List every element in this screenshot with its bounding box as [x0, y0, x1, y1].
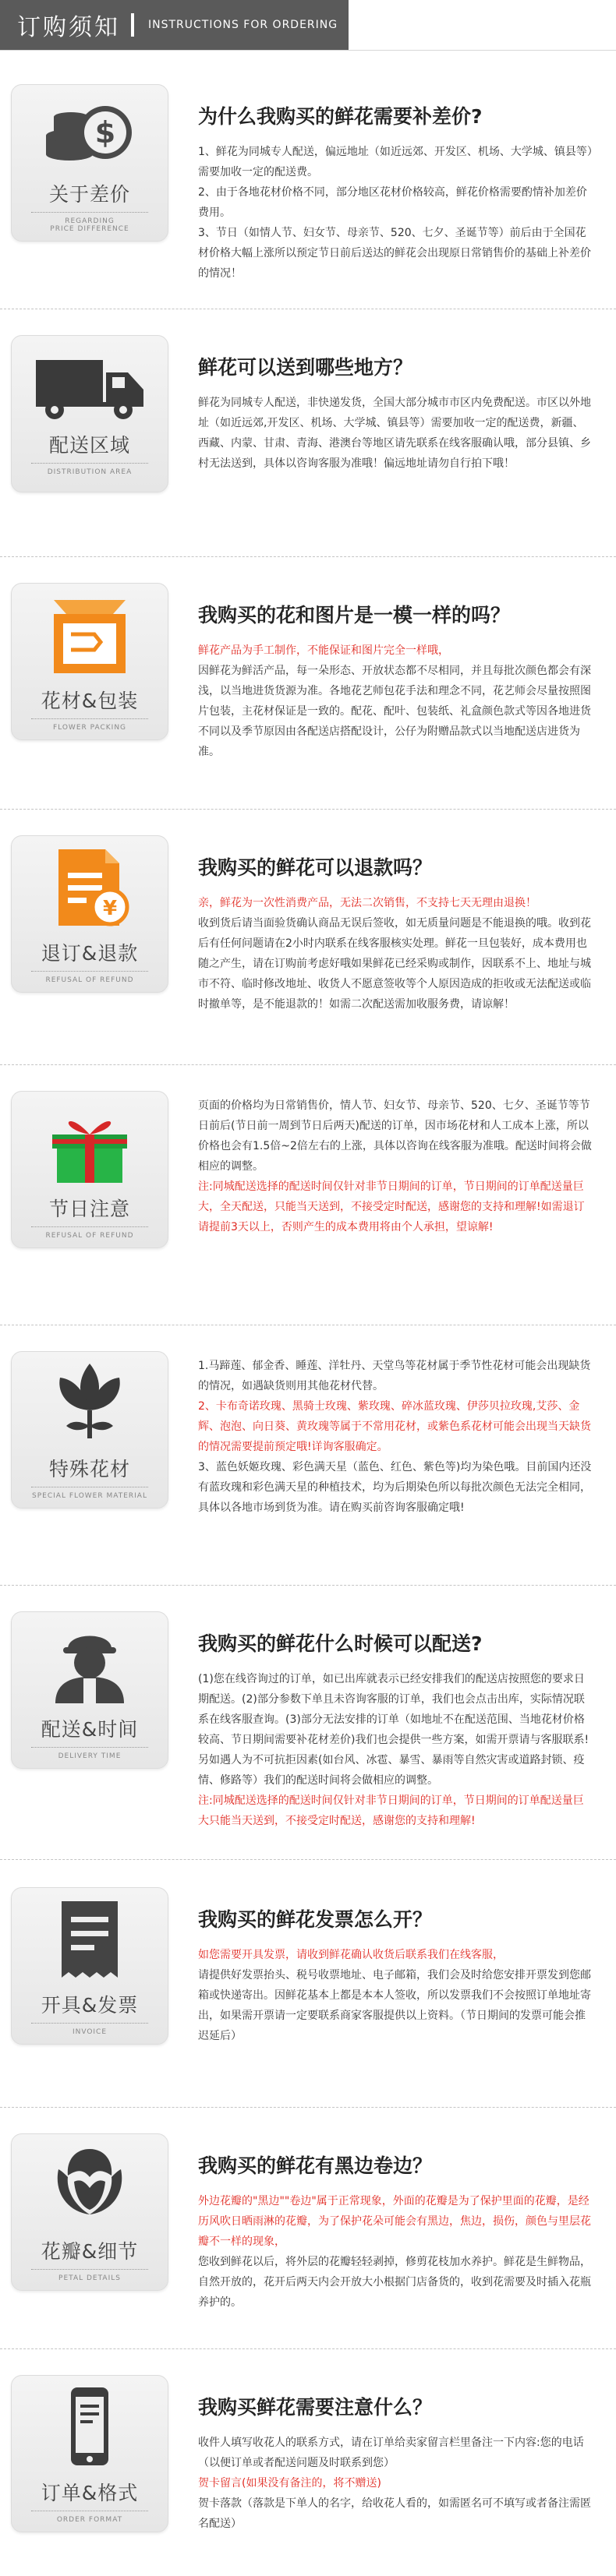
section-paragraph: 1、鲜花为同城专人配送，偏远地址（如近远郊、开发区、机场、大学城、镇县等）需要加收一定的配送费。	[198, 146, 593, 178]
section-title-cn: 订单&格式	[41, 2481, 139, 2504]
section-question: 我购买的鲜花发票怎么开？	[198, 1908, 433, 1931]
icon-tile	[11, 335, 168, 492]
title-rule	[31, 1226, 148, 1227]
section-title-cn: 配送&时间	[41, 1717, 139, 1741]
section-badge	[0, 567, 179, 801]
section-content	[179, 319, 616, 553]
flower-box-icon	[43, 592, 136, 678]
section-content	[179, 2118, 616, 2344]
section-content	[179, 1075, 616, 1317]
invoice-icon	[43, 1897, 136, 1982]
coins-dollar-icon	[43, 94, 136, 171]
section-row	[0, 319, 616, 553]
section-1	[0, 69, 616, 302]
section-title-en: DELIVERY TIME	[58, 1752, 122, 1760]
section-question: 我购买鲜花需要注意什么？	[198, 2396, 433, 2419]
header-rule	[349, 0, 616, 50]
section-paragraph: 收到货后请当面验货确认商品无误后签收，如无质量问题是不能退换的哦。收到花后有任何问题请在2小时内联系在线客服核实处理。鲜花一旦包装好，成本费用也随之产生，请在订购前考虑好哦如果鲜花已经采购或制作，因联系不上、地址与城市不符、临时修改地址、收货人不愿意签收等个人原因造成的拒收或无法配送或临时撤单等，是不能退款的！如需二次配送需加收服务费，请谅解！	[198, 917, 591, 1011]
section-badge	[0, 1336, 179, 1577]
section-title-en: REFUSAL OF REFUND	[45, 976, 134, 984]
section-paragraph: 2、卡布奇诺玫瑰、黑骑士玫瑰、紫玫瑰、碎冰蓝玫瑰、伊莎贝拉玫瑰,艾莎、金辉、泡泡、向日葵、黄玫瑰等属于不常用花材，或紫色系花材可能会出现当天缺货的情况需要提前预定哦!详询客服确定。	[198, 1400, 591, 1453]
section-paragraph: 注:同城配送选择的配送时间仅针对非节日期间的订单，节日期间的订单配送量巨大只能当天送到，不接受定时配送，感谢您的支持和理解!	[198, 1794, 584, 1827]
section-6	[0, 1336, 616, 1577]
section-row	[0, 2118, 616, 2344]
section-title-cn: 特殊花材	[48, 1457, 130, 1480]
section-paragraph: (1)您在线咨询过的订单，如已出库就表示已经安排我们的配送店按照您的要求日期配送。(2)部分参数下单且未咨询客服的订单，我们也会点击出库，实际情况联系在线客服查询。(3)部分无法安排的订单（如地址不在配送范围、当地花材价格较高、节日期间需要补花材差价)我们也会提供一些方案，如需开票请与客服联系!另如遇人为不可抗拒因素(如台风、冰雹、暴雪、暴雨等自然灾害或道路封锁、疫情、修路等）我们的配送时间将会做相应的调整。	[198, 1673, 589, 1787]
icon-tile	[11, 1351, 168, 1509]
gift-box-icon	[43, 1100, 136, 1186]
section-row	[0, 2359, 616, 2574]
section-paragraph: 请提供好发票抬头、税号收票地址、电子邮箱，我们会及时给您安排开票发到您邮箱或快递寄出。因鲜花基本上都是本本人签收，所以发票我们不会按照订单地址寄出，如果需开票请一定要联系商家客服提供以上资料。（节日期间的发票可能会推迟延后）	[198, 1969, 591, 2042]
title-rule	[31, 2023, 148, 2024]
section-paragraph: 2、由于各地花材价格不同，部分地区花材价格较高，鲜花价格需要酌情补加差价费用。	[198, 186, 587, 219]
section-row	[0, 1336, 616, 1577]
delivery-person-icon	[43, 1621, 136, 1706]
section-paragraph: 外边花瓣的"黑边""卷边"属于正常现象，外面的花瓣是为了保护里面的花瓣，是经历风吹日晒雨淋的花瓣，为了保护花朵可能会有黑边，焦边，损伤，颜色与里层花瓣不一样的现象，	[198, 2195, 591, 2248]
section-10	[0, 2359, 616, 2574]
section-title-cn: 开具&发票	[41, 1993, 139, 2017]
section-paragraph: 如您需要开具发票，请收到鲜花确认收货后联系我们在线客服，	[198, 1949, 504, 1961]
icon-tile	[11, 583, 168, 740]
page-header	[0, 0, 616, 51]
section-row	[0, 1075, 616, 1317]
section-divider	[0, 2107, 616, 2108]
section-title-en: SPECIAL FLOWER MATERIAL	[32, 1491, 147, 1500]
section-title-cn: 退订&退款	[41, 941, 139, 965]
section-paragraph: 亲，鲜花为一次性消费产品，无法二次销售，不支持七天无理由退换！	[198, 897, 536, 909]
title-rule	[31, 463, 148, 464]
section-8	[0, 1872, 616, 2098]
title-rule	[31, 971, 148, 972]
section-title-cn: 节日注意	[48, 1197, 130, 1220]
section-badge	[0, 319, 179, 553]
section-paragraph: 鲜花产品为手工制作，不能保证和图片完全一样哦，	[198, 644, 449, 657]
section-paragraph: 贺卡留言(如果没有备注的，将不赠送)	[198, 2477, 381, 2490]
icon-tile	[11, 1091, 168, 1248]
section-row	[0, 1872, 616, 2098]
section-title-cn: 关于差价	[48, 182, 130, 206]
title-rule	[31, 1747, 148, 1748]
refund-document-icon	[43, 845, 136, 930]
svg-text:$: $	[94, 115, 116, 150]
section-question: 我购买的花和图片是一模一样的吗？	[198, 604, 511, 626]
order-phone-icon	[43, 2384, 136, 2470]
section-content	[179, 567, 616, 801]
section-title-en: ORDER FORMAT	[56, 2515, 123, 2524]
section-9	[0, 2118, 616, 2344]
section-4	[0, 820, 616, 1061]
section-paragraph: 收件人填写收花人的联系方式，请在订单给卖家留言栏里备注一下内容:您的电话（以便订单或者配送问题及时联系到您）	[198, 2437, 584, 2469]
section-divider	[0, 1859, 616, 1860]
section-title-cn: 花瓣&细节	[41, 2239, 139, 2263]
section-paragraph: 1.马蹄莲、郁金香、睡莲、洋牡丹、天堂鸟等花材属于季节性花材可能会出现缺货的情况，如遇缺货则用其他花材代替。	[198, 1360, 591, 1392]
header-title-en: INSTRUCTIONS FOR ORDERING	[148, 0, 349, 50]
section-question: 我购买的鲜花什么时候可以配送?	[198, 1632, 483, 1655]
section-row	[0, 69, 616, 302]
svg-text:¥: ¥	[102, 896, 118, 920]
section-question: 我购买的鲜花有黑边卷边？	[198, 2154, 433, 2177]
header-title-cn: 订购须知	[0, 0, 148, 50]
section-5	[0, 1075, 616, 1317]
icon-tile	[11, 1611, 168, 1769]
section-title-en: PETAL DETAILS	[58, 2274, 121, 2282]
section-badge	[0, 1075, 179, 1317]
section-title-en: FLOWER PACKING	[52, 723, 127, 732]
section-content	[179, 820, 616, 1061]
section-paragraph: 页面的价格均为日常销售价，情人节、妇女节、母亲节、520、七夕、圣诞节等节日前后(节日前一周到节日后两天)配送的订单，因市场花材和人工成本上涨，所以价格也会有1.5倍~2倍左右的上涨，具体以咨询在线客服为准哦。配送时间将会做相应的调整。	[198, 1099, 592, 1173]
section-paragraph: 注:同城配送选择的配送时间仅针对非节日期间的订单，节日期间的订单配送量巨大，全天配送，只能当天送到，不接受定时配送，感谢您的支持和理解!如需退订请提前3天以上，否则产生的成本费用将由个人承担，望谅解!	[198, 1180, 585, 1233]
section-divider	[0, 1064, 616, 1065]
section-badge	[0, 1872, 179, 2098]
section-content	[179, 2359, 616, 2574]
section-badge	[0, 2359, 179, 2574]
petal-flower-icon	[43, 2143, 136, 2228]
section-question: 鲜花可以送到哪些地方？	[198, 356, 413, 379]
section-paragraph: 贺卡落款（落款是下单人的名字，给收花人看的，如需匿名可不填写或者备注需匿名配送）	[198, 2497, 591, 2530]
section-content	[179, 69, 616, 302]
icon-tile	[11, 835, 168, 993]
section-badge	[0, 820, 179, 1061]
section-content	[179, 1336, 616, 1577]
section-title-en: REFUSAL OF REFUND	[45, 1231, 134, 1240]
title-rule	[31, 2269, 148, 2270]
section-paragraph: 您收到鲜花以后，将外层的花瓣轻轻剥掉，修剪花枝加水养护。鲜花是生鲜物品，自然开放的，花开后两天内会开放大小根据门店备货的，收到花需要及时插入花瓶养护的。	[198, 2256, 591, 2309]
section-row	[0, 1596, 616, 1853]
section-row	[0, 567, 616, 801]
section-badge	[0, 2118, 179, 2344]
section-2	[0, 319, 616, 553]
icon-tile	[11, 84, 168, 242]
icon-tile	[11, 2375, 168, 2532]
header-separator	[131, 13, 134, 37]
section-title-cn: 配送区域	[48, 433, 130, 457]
section-divider	[0, 556, 616, 557]
section-title-cn: 花材&包装	[41, 689, 139, 712]
section-divider	[0, 1585, 616, 1586]
title-rule	[31, 212, 148, 213]
delivery-truck-icon	[31, 352, 148, 422]
special-flower-icon	[43, 1360, 136, 1446]
section-7	[0, 1596, 616, 1853]
section-row	[0, 820, 616, 1061]
section-question: 我购买的鲜花可以退款吗？	[198, 856, 433, 879]
section-badge	[0, 1596, 179, 1853]
section-3	[0, 567, 616, 801]
section-title-en: INVOICE	[72, 2027, 108, 2036]
section-paragraph: 3、蓝色妖姬玫瑰、彩色满天星（蓝色、红色、紫色等)均为染色哦。目前国内还没有蓝玫瑰和彩色满天星的种植技术，均为后期染色所以每批次颜色无法完全相同，具体以各地市场到货为准。请在购买前咨询客服确定哦!	[198, 1461, 592, 1514]
title-rule	[31, 718, 148, 719]
section-paragraph: 3、节日（如情人节、妇女节、母亲节、520、七夕、圣诞节等）前后由于全国花材价格大幅上涨所以预定节日前后送达的鲜花会出现原日常销售价的基础上补差价的情况！	[198, 227, 591, 280]
section-content	[179, 1872, 616, 2098]
section-title-en: REGARDING PRICE DIFFERENCE	[50, 217, 129, 233]
icon-tile	[11, 1887, 168, 2045]
section-title-en: DISTRIBUTION AREA	[47, 468, 133, 476]
section-question: 为什么我购买的鲜花需要补差价?	[198, 105, 483, 128]
icon-tile	[11, 2133, 168, 2291]
section-badge	[0, 69, 179, 302]
section-paragraph: 因鲜花为鲜活产品，每一朵形态、开放状态都不尽相同，并且每批次颜色都会有深浅，以当地进货货源为准。各地花艺师包花手法和理念不同，花艺师会尽量按照图片包装，主花材保证是一致的。配花、配叶、包装纸、礼盒颜色款式等因各地进货不同以及季节原因由各配送店搭配设计，公仔为附赠品款式以当地配送店进货为准。	[198, 665, 591, 758]
section-divider	[0, 809, 616, 810]
section-paragraph: 鲜花为同城专人配送，非快递发货，全国大部分城市市区内免费配送。市区以外地址（如近远郊,开发区、机场、大学城、镇县等）需要加收一定的配送费，新疆、西藏、内蒙、甘肃、青海、港澳台等地区请先联系在线客服确认哦，部分县镇、乡村无法送到，具体以咨询客服为准哦！偏远地址请勿自行拍下哦！	[198, 397, 591, 470]
section-content	[179, 1596, 616, 1853]
section-divider	[0, 2348, 616, 2349]
